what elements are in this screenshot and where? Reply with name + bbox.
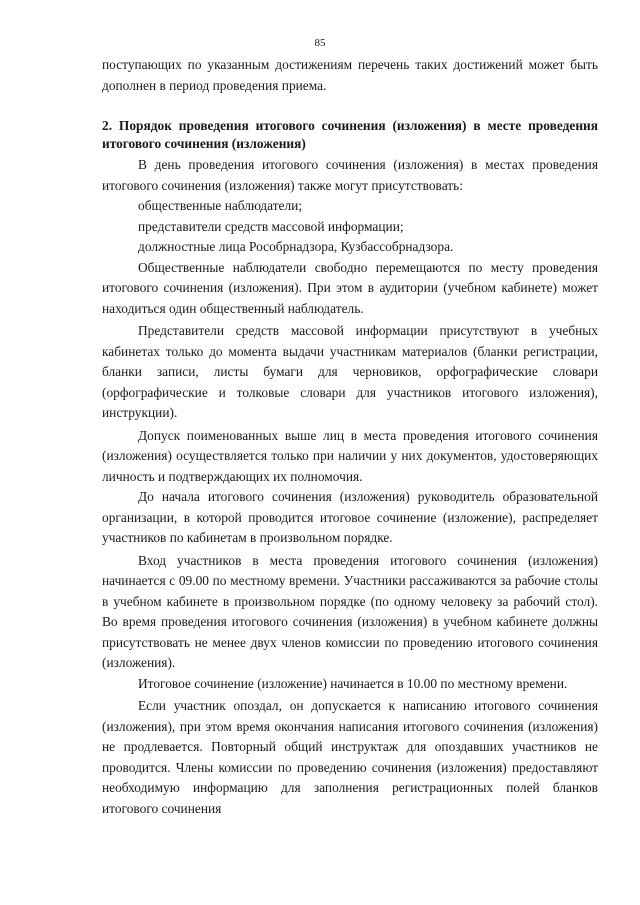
paragraph-6: Вход участников в места проведения итогового сочинения (изложения) начинается с 09.00 по местному времени. Участники рассаживаются за рабочие столы в учебном кабинете в произвольном порядке (по одному человеку за рабочий стол). Во время проведения итогового сочинения (изложения) в учебном кабинете должны присутствовать не менее двух членов комиссии по проведению итогового сочинения (изложения). [102, 552, 598, 670]
paragraph-2: Общественные наблюдатели свободно перемещаются по месту проведения итогового сочинения (изложения). При этом в аудитории (учебном кабинете) может находиться один общественный наблюдатель. [102, 259, 598, 316]
section-heading: 2. Порядок проведения итогового сочинения (изложения) в месте проведения итогового сочинения (изложения) [102, 118, 598, 151]
document-body [102, 55, 598, 819]
paragraph-1: В день проведения итогового сочинения (изложения) в местах проведения итогового сочинения (изложения) также могут присутствовать: [102, 157, 598, 193]
list-item: представители средств массовой информации; [138, 218, 404, 234]
paragraph-7: Итоговое сочинение (изложение) начинается в 10.00 по местному времени. [138, 675, 568, 691]
paragraph-3: Представители средств массовой информации присутствуют в учебных кабинетах только до момента выдачи участникам материалов (бланки регистрации, бланки записи, листы бумаги для черновиков, орфографические словари (орфографические и толковые словари для участников итогового изложения), инструкции). [102, 323, 598, 420]
paragraph-8: Если участник опоздал, он допускается к написанию итогового сочинения (изложения), при этом время окончания написания итогового сочинения (изложения) не продлевается. Повторный общий инструктаж для опоздавших участников не проводится. Члены комиссии по проведению сочинения (изложения) предоставляют необходимую информацию для заполнения регистрационных полей бланков итогового сочинения [102, 698, 598, 816]
paragraph-4: Допуск поименованных выше лиц в места проведения итогового сочинения (изложения) осуществляется только при наличии у них документов, удостоверяющих личность и подтверждающих их полномочия. [102, 427, 598, 484]
intro-paragraph: поступающих по указанным достижениям перечень таких достижений может быть дополнен в период проведения приема. [102, 57, 598, 93]
list-item: общественные наблюдатели; [138, 198, 303, 213]
paragraph-5: До начала итогового сочинения (изложения) руководитель образовательной организации, в которой проводится итоговое сочинение (изложение), распределяет участников по кабинетам в произвольном порядке. [102, 489, 598, 545]
page-number: 85 [314, 37, 326, 49]
list-item: должностные лица Рособрнадзора, Кузбассобрнадзора. [138, 239, 454, 254]
